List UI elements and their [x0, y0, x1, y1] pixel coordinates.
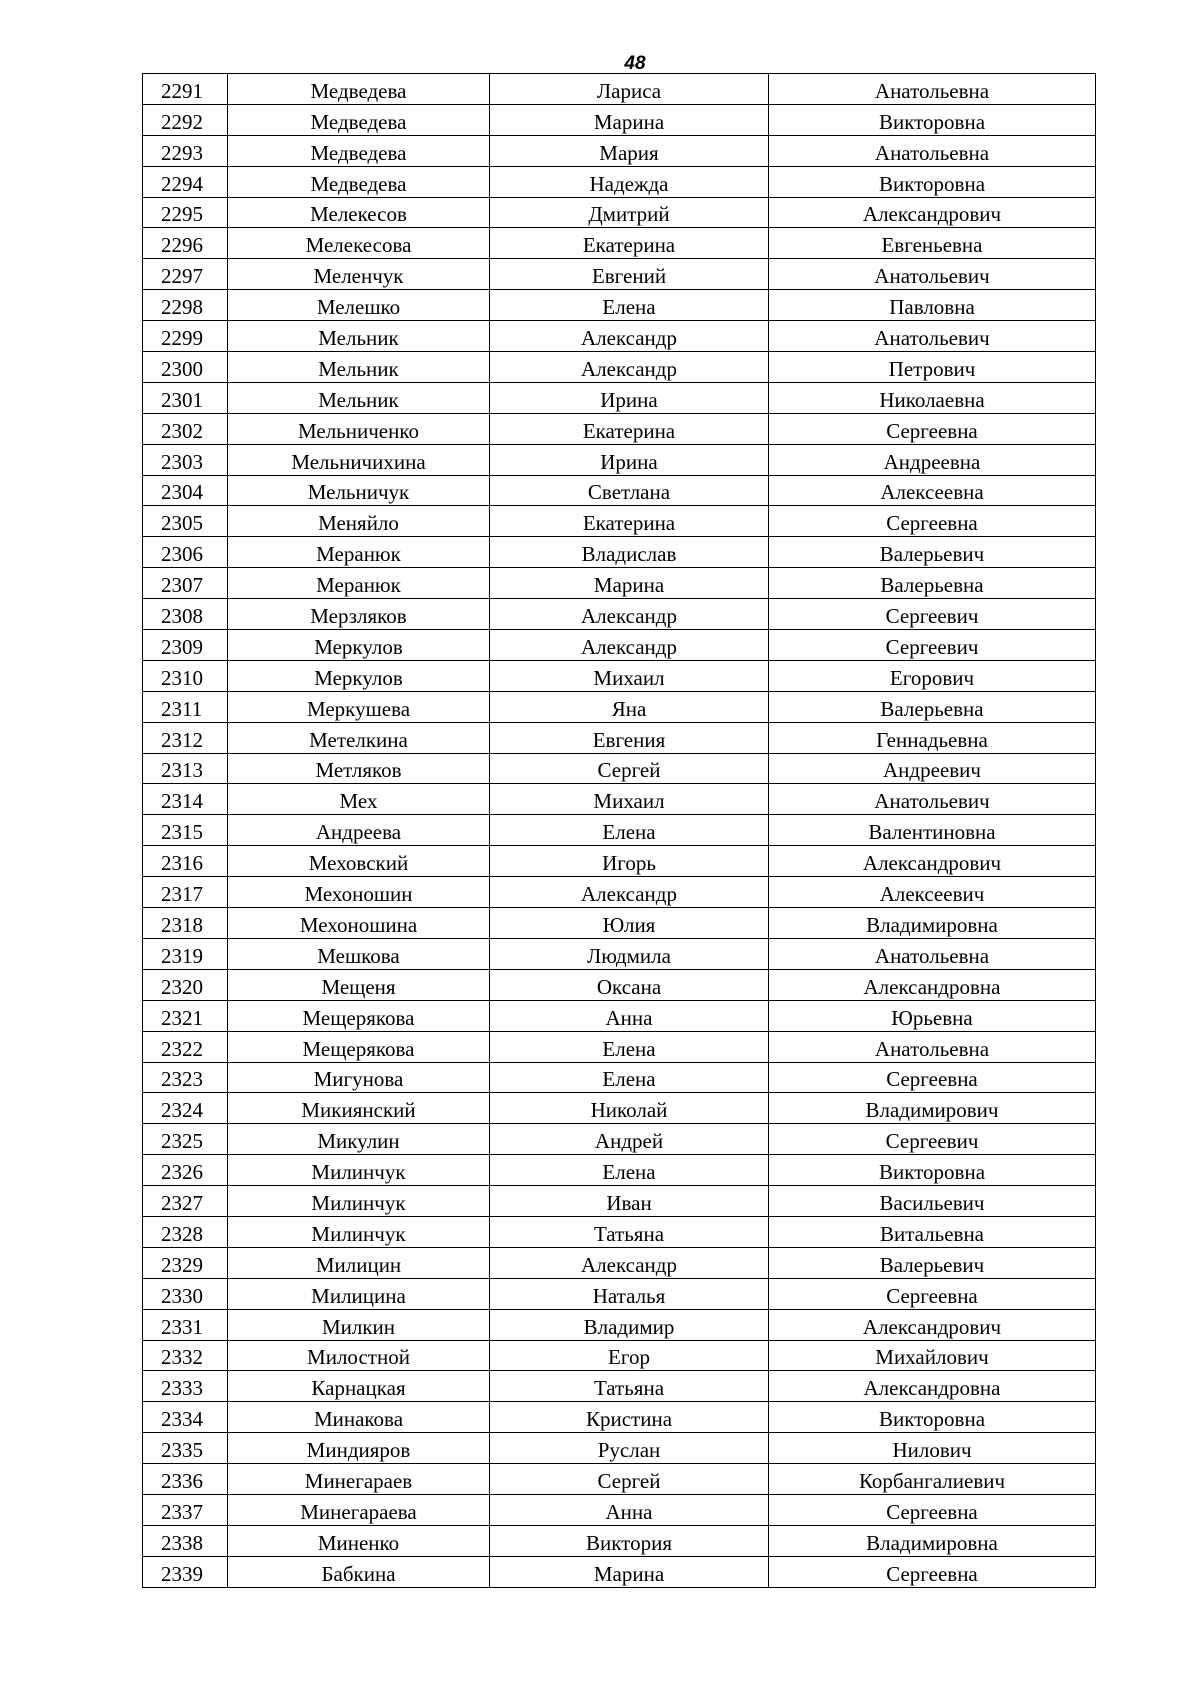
last-name-cell: Мелекесова: [228, 228, 490, 259]
first-name-cell: Игорь: [490, 846, 769, 877]
row-number-cell: 2315: [143, 815, 228, 846]
table-row: [143, 1525, 1096, 1556]
table-row: [143, 382, 1096, 413]
first-name-cell: Евгения: [490, 722, 769, 753]
row-number-cell: 2294: [143, 166, 228, 197]
row-number-cell: 2308: [143, 599, 228, 630]
last-name-cell: Мельничихина: [228, 444, 490, 475]
roster-table-body: [143, 74, 1096, 1588]
table-row: [143, 1556, 1096, 1587]
last-name-cell: Минегараева: [228, 1494, 490, 1525]
table-row: [143, 444, 1096, 475]
patronymic-cell: Викторовна: [769, 1402, 1096, 1433]
first-name-cell: Владислав: [490, 537, 769, 568]
last-name-cell: Медведева: [228, 135, 490, 166]
row-number-cell: 2319: [143, 938, 228, 969]
row-number-cell: 2318: [143, 908, 228, 939]
first-name-cell: Елена: [490, 815, 769, 846]
row-number-cell: 2316: [143, 846, 228, 877]
row-number-cell: 2307: [143, 568, 228, 599]
first-name-cell: Александр: [490, 1247, 769, 1278]
row-number-cell: 2335: [143, 1433, 228, 1464]
last-name-cell: Меранюк: [228, 537, 490, 568]
first-name-cell: Сергей: [490, 1464, 769, 1495]
patronymic-cell: Андреевна: [769, 444, 1096, 475]
table-row: [143, 1433, 1096, 1464]
table-row: [143, 1371, 1096, 1402]
patronymic-cell: Владимирович: [769, 1093, 1096, 1124]
patronymic-cell: Валерьевна: [769, 568, 1096, 599]
patronymic-cell: Анатольевна: [769, 135, 1096, 166]
patronymic-cell: Николаевна: [769, 382, 1096, 413]
first-name-cell: Яна: [490, 691, 769, 722]
first-name-cell: Дмитрий: [490, 197, 769, 228]
row-number-cell: 2334: [143, 1402, 228, 1433]
last-name-cell: Миндияров: [228, 1433, 490, 1464]
page-number: 48: [624, 53, 646, 74]
last-name-cell: Мерзляков: [228, 599, 490, 630]
table-row: [143, 908, 1096, 939]
row-number-cell: 2323: [143, 1062, 228, 1093]
first-name-cell: Михаил: [490, 784, 769, 815]
table-row: [143, 104, 1096, 135]
last-name-cell: Андреева: [228, 815, 490, 846]
table-row: [143, 1278, 1096, 1309]
row-number-cell: 2317: [143, 877, 228, 908]
row-number-cell: 2331: [143, 1309, 228, 1340]
patronymic-cell: Валерьевна: [769, 691, 1096, 722]
first-name-cell: Сергей: [490, 753, 769, 784]
row-number-cell: 2302: [143, 413, 228, 444]
last-name-cell: Меркушева: [228, 691, 490, 722]
patronymic-cell: Анатольевич: [769, 259, 1096, 290]
patronymic-cell: Сергеевна: [769, 1278, 1096, 1309]
first-name-cell: Екатерина: [490, 506, 769, 537]
patronymic-cell: Владимировна: [769, 1525, 1096, 1556]
row-number-cell: 2313: [143, 753, 228, 784]
patronymic-cell: Анатольевич: [769, 784, 1096, 815]
patronymic-cell: Сергеевич: [769, 599, 1096, 630]
first-name-cell: Ирина: [490, 444, 769, 475]
row-number-cell: 2293: [143, 135, 228, 166]
table-row: [143, 290, 1096, 321]
last-name-cell: Меленчук: [228, 259, 490, 290]
last-name-cell: Милинчук: [228, 1155, 490, 1186]
last-name-cell: Мельничук: [228, 475, 490, 506]
last-name-cell: Меняйло: [228, 506, 490, 537]
table-row: [143, 784, 1096, 815]
last-name-cell: Медведева: [228, 104, 490, 135]
row-number-cell: 2320: [143, 969, 228, 1000]
row-number-cell: 2304: [143, 475, 228, 506]
first-name-cell: Светлана: [490, 475, 769, 506]
first-name-cell: Андрей: [490, 1124, 769, 1155]
table-row: [143, 413, 1096, 444]
patronymic-cell: Сергеевич: [769, 630, 1096, 661]
last-name-cell: Мешкова: [228, 938, 490, 969]
table-row: [143, 197, 1096, 228]
table-row: [143, 1186, 1096, 1217]
row-number-cell: 2337: [143, 1494, 228, 1525]
table-row: [143, 753, 1096, 784]
last-name-cell: Меранюк: [228, 568, 490, 599]
row-number-cell: 2329: [143, 1247, 228, 1278]
last-name-cell: Микиянский: [228, 1093, 490, 1124]
patronymic-cell: Юрьевна: [769, 1000, 1096, 1031]
patronymic-cell: Александрович: [769, 197, 1096, 228]
last-name-cell: Мещеня: [228, 969, 490, 1000]
roster-table: [142, 73, 1096, 1588]
patronymic-cell: Витальевна: [769, 1216, 1096, 1247]
patronymic-cell: Владимировна: [769, 908, 1096, 939]
table-row: [143, 1062, 1096, 1093]
table-row: [143, 846, 1096, 877]
last-name-cell: Милинчук: [228, 1216, 490, 1247]
patronymic-cell: Анатольевна: [769, 74, 1096, 105]
patronymic-cell: Сергеевич: [769, 1124, 1096, 1155]
first-name-cell: Марина: [490, 104, 769, 135]
first-name-cell: Егор: [490, 1340, 769, 1371]
patronymic-cell: Сергеевна: [769, 1494, 1096, 1525]
row-number-cell: 2305: [143, 506, 228, 537]
row-number-cell: 2306: [143, 537, 228, 568]
first-name-cell: Марина: [490, 1556, 769, 1587]
patronymic-cell: Валерьевич: [769, 1247, 1096, 1278]
table-row: [143, 969, 1096, 1000]
patronymic-cell: Александрович: [769, 1309, 1096, 1340]
last-name-cell: Милостной: [228, 1340, 490, 1371]
table-row: [143, 228, 1096, 259]
last-name-cell: Бабкина: [228, 1556, 490, 1587]
last-name-cell: Мещерякова: [228, 1000, 490, 1031]
row-number-cell: 2292: [143, 104, 228, 135]
row-number-cell: 2303: [143, 444, 228, 475]
patronymic-cell: Павловна: [769, 290, 1096, 321]
last-name-cell: Мехоношин: [228, 877, 490, 908]
last-name-cell: Мелекесов: [228, 197, 490, 228]
first-name-cell: Елена: [490, 290, 769, 321]
last-name-cell: Меркулов: [228, 660, 490, 691]
row-number-cell: 2326: [143, 1155, 228, 1186]
table-row: [143, 599, 1096, 630]
last-name-cell: Меркулов: [228, 630, 490, 661]
first-name-cell: Кристина: [490, 1402, 769, 1433]
table-row: [143, 877, 1096, 908]
patronymic-cell: Валерьевич: [769, 537, 1096, 568]
first-name-cell: Мария: [490, 135, 769, 166]
first-name-cell: Виктория: [490, 1525, 769, 1556]
last-name-cell: Метляков: [228, 753, 490, 784]
row-number-cell: 2309: [143, 630, 228, 661]
patronymic-cell: Сергеевна: [769, 506, 1096, 537]
row-number-cell: 2325: [143, 1124, 228, 1155]
table-row: [143, 1093, 1096, 1124]
patronymic-cell: Анатольевич: [769, 321, 1096, 352]
first-name-cell: Татьяна: [490, 1371, 769, 1402]
patronymic-cell: Валентиновна: [769, 815, 1096, 846]
table-row: [143, 660, 1096, 691]
first-name-cell: Александр: [490, 352, 769, 383]
first-name-cell: Иван: [490, 1186, 769, 1217]
table-row: [143, 321, 1096, 352]
first-name-cell: Александр: [490, 630, 769, 661]
first-name-cell: Анна: [490, 1000, 769, 1031]
table-row: [143, 691, 1096, 722]
table-row: [143, 506, 1096, 537]
patronymic-cell: Сергеевна: [769, 413, 1096, 444]
table-row: [143, 815, 1096, 846]
last-name-cell: Карнацкая: [228, 1371, 490, 1402]
last-name-cell: Мельник: [228, 321, 490, 352]
row-number-cell: 2330: [143, 1278, 228, 1309]
table-row: [143, 1031, 1096, 1062]
table-row: [143, 1216, 1096, 1247]
table-row: [143, 938, 1096, 969]
first-name-cell: Екатерина: [490, 413, 769, 444]
patronymic-cell: Андреевич: [769, 753, 1096, 784]
row-number-cell: 2339: [143, 1556, 228, 1587]
patronymic-cell: Евгеньевна: [769, 228, 1096, 259]
first-name-cell: Екатерина: [490, 228, 769, 259]
patronymic-cell: Викторовна: [769, 166, 1096, 197]
table-row: [143, 1464, 1096, 1495]
first-name-cell: Елена: [490, 1062, 769, 1093]
table-row: [143, 135, 1096, 166]
last-name-cell: Микулин: [228, 1124, 490, 1155]
table-row: [143, 475, 1096, 506]
first-name-cell: Елена: [490, 1031, 769, 1062]
row-number-cell: 2322: [143, 1031, 228, 1062]
first-name-cell: Анна: [490, 1494, 769, 1525]
last-name-cell: Мельник: [228, 382, 490, 413]
last-name-cell: Мех: [228, 784, 490, 815]
patronymic-cell: Анатольевна: [769, 938, 1096, 969]
first-name-cell: Александр: [490, 599, 769, 630]
first-name-cell: Оксана: [490, 969, 769, 1000]
last-name-cell: Милицина: [228, 1278, 490, 1309]
patronymic-cell: Васильевич: [769, 1186, 1096, 1217]
table-row: [143, 352, 1096, 383]
table-row: [143, 722, 1096, 753]
patronymic-cell: Геннадьевна: [769, 722, 1096, 753]
patronymic-cell: Викторовна: [769, 1155, 1096, 1186]
row-number-cell: 2297: [143, 259, 228, 290]
row-number-cell: 2321: [143, 1000, 228, 1031]
row-number-cell: 2299: [143, 321, 228, 352]
first-name-cell: Людмила: [490, 938, 769, 969]
table-row: [143, 568, 1096, 599]
row-number-cell: 2311: [143, 691, 228, 722]
last-name-cell: Меховский: [228, 846, 490, 877]
last-name-cell: Мельниченко: [228, 413, 490, 444]
last-name-cell: Минакова: [228, 1402, 490, 1433]
row-number-cell: 2336: [143, 1464, 228, 1495]
row-number-cell: 2312: [143, 722, 228, 753]
patronymic-cell: Егорович: [769, 660, 1096, 691]
first-name-cell: Ирина: [490, 382, 769, 413]
table-row: [143, 1494, 1096, 1525]
row-number-cell: 2301: [143, 382, 228, 413]
table-row: [143, 1000, 1096, 1031]
patronymic-cell: Алексеевна: [769, 475, 1096, 506]
table-row: [143, 1309, 1096, 1340]
row-number-cell: 2338: [143, 1525, 228, 1556]
last-name-cell: Мехоношина: [228, 908, 490, 939]
row-number-cell: 2328: [143, 1216, 228, 1247]
last-name-cell: Медведева: [228, 74, 490, 105]
last-name-cell: Мещерякова: [228, 1031, 490, 1062]
first-name-cell: Владимир: [490, 1309, 769, 1340]
first-name-cell: Николай: [490, 1093, 769, 1124]
patronymic-cell: Алексеевич: [769, 877, 1096, 908]
first-name-cell: Марина: [490, 568, 769, 599]
first-name-cell: Александр: [490, 877, 769, 908]
row-number-cell: 2295: [143, 197, 228, 228]
first-name-cell: Наталья: [490, 1278, 769, 1309]
table-row: [143, 1402, 1096, 1433]
first-name-cell: Татьяна: [490, 1216, 769, 1247]
first-name-cell: Юлия: [490, 908, 769, 939]
patronymic-cell: Александрович: [769, 846, 1096, 877]
row-number-cell: 2296: [143, 228, 228, 259]
first-name-cell: Александр: [490, 321, 769, 352]
patronymic-cell: Нилович: [769, 1433, 1096, 1464]
row-number-cell: 2332: [143, 1340, 228, 1371]
first-name-cell: Евгений: [490, 259, 769, 290]
first-name-cell: Елена: [490, 1155, 769, 1186]
patronymic-cell: Сергеевна: [769, 1062, 1096, 1093]
row-number-cell: 2327: [143, 1186, 228, 1217]
first-name-cell: Михаил: [490, 660, 769, 691]
row-number-cell: 2298: [143, 290, 228, 321]
table-row: [143, 1340, 1096, 1371]
last-name-cell: Миненко: [228, 1525, 490, 1556]
row-number-cell: 2333: [143, 1371, 228, 1402]
table-row: [143, 1124, 1096, 1155]
table-row: [143, 259, 1096, 290]
row-number-cell: 2324: [143, 1093, 228, 1124]
first-name-cell: Руслан: [490, 1433, 769, 1464]
last-name-cell: Милкин: [228, 1309, 490, 1340]
patronymic-cell: Михайлович: [769, 1340, 1096, 1371]
patronymic-cell: Корбангалиевич: [769, 1464, 1096, 1495]
row-number-cell: 2291: [143, 74, 228, 105]
row-number-cell: 2314: [143, 784, 228, 815]
last-name-cell: Милинчук: [228, 1186, 490, 1217]
patronymic-cell: Петрович: [769, 352, 1096, 383]
row-number-cell: 2310: [143, 660, 228, 691]
first-name-cell: Лариса: [490, 74, 769, 105]
last-name-cell: Метелкина: [228, 722, 490, 753]
patronymic-cell: Александровна: [769, 969, 1096, 1000]
last-name-cell: Мигунова: [228, 1062, 490, 1093]
patronymic-cell: Александровна: [769, 1371, 1096, 1402]
last-name-cell: Мелешко: [228, 290, 490, 321]
table-row: [143, 74, 1096, 105]
table-row: [143, 630, 1096, 661]
table-row: [143, 166, 1096, 197]
table-row: [143, 1155, 1096, 1186]
patronymic-cell: Сергеевна: [769, 1556, 1096, 1587]
first-name-cell: Надежда: [490, 166, 769, 197]
last-name-cell: Медведева: [228, 166, 490, 197]
patronymic-cell: Анатольевна: [769, 1031, 1096, 1062]
table-row: [143, 537, 1096, 568]
table-row: [143, 1247, 1096, 1278]
last-name-cell: Милицин: [228, 1247, 490, 1278]
last-name-cell: Минегараев: [228, 1464, 490, 1495]
row-number-cell: 2300: [143, 352, 228, 383]
patronymic-cell: Викторовна: [769, 104, 1096, 135]
last-name-cell: Мельник: [228, 352, 490, 383]
